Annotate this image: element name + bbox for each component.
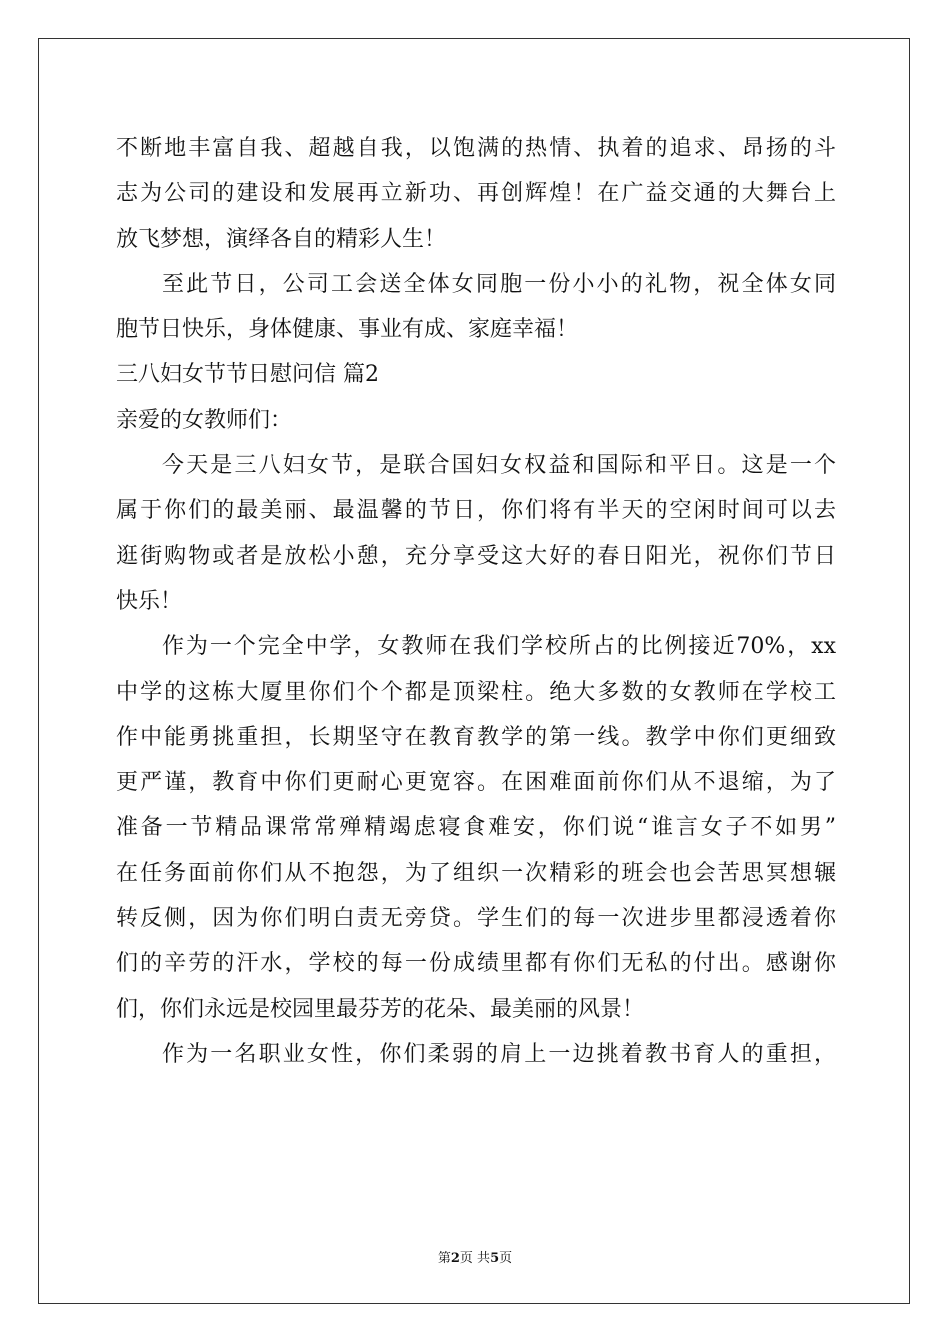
page-number-footer bbox=[0, 1247, 950, 1266]
text-line: 准备一节精品课常常殚精竭虑寝食难安，你们说“谁言女子不如男” bbox=[116, 815, 836, 841]
section-heading: 三八妇女节节日慰问信 篇2 bbox=[116, 362, 379, 388]
paragraph-start-line: 今天是三八妇女节，是联合国妇女权益和国际和平日。这是一个 bbox=[162, 453, 836, 479]
text-line: 们的辛劳的汗水，学校的每一份成绩里都有你们无私的付出。感谢你 bbox=[116, 951, 836, 977]
text-line: 更严谨，教育中你们更耐心更宽容。在困难面前你们从不退缩，为了 bbox=[116, 770, 836, 796]
text-line: 快乐！ bbox=[116, 588, 183, 614]
text-line: 放飞梦想，演绎各自的精彩人生！ bbox=[116, 226, 447, 252]
text-line: 不断地丰富自我、超越自我，以饱满的热情、执着的追求、昂扬的斗 bbox=[116, 136, 836, 161]
page-prefix: 第 bbox=[437, 1251, 451, 1266]
text-line: 逛街购物或者是放松小憩，充分享受这大好的春日阳光，祝你们节日 bbox=[116, 543, 836, 569]
text-line: 中学的这栋大厦里你们个个都是顶梁柱。绝大多数的女教师在学校工 bbox=[116, 679, 836, 705]
paragraph-start-line: 作为一名职业女性，你们柔弱的肩上一边挑着教书育人的重担， bbox=[162, 1041, 836, 1067]
text-line: 胞节日快乐，身体健康、事业有成、家庭幸福！ bbox=[116, 317, 579, 343]
salutation: 亲爱的女教师们： bbox=[116, 407, 293, 433]
page-suffix: 页 bbox=[499, 1251, 513, 1266]
text-line: 作中能勇挑重担，长期坚守在教育教学的第一线。教学中你们更细致 bbox=[116, 724, 836, 750]
paragraph-start-line: 作为一个完全中学，女教师在我们学校所占的比例接近70%，xx bbox=[162, 634, 836, 660]
text-line: 属于你们的最美丽、最温馨的节日，你们将有半天的空闲时间可以去 bbox=[116, 498, 836, 524]
paragraph-start-line: 至此节日，公司工会送全体女同胞一份小小的礼物，祝全体女同 bbox=[162, 271, 836, 297]
text-line: 转反侧，因为你们明白责无旁贷。学生们的每一次进步里都浸透着你 bbox=[116, 906, 836, 932]
current-page-number: 2 bbox=[450, 1251, 460, 1266]
document-body bbox=[116, 126, 836, 1077]
text-line: 在任务面前你们从不抱怨，为了组织一次精彩的班会也会苦思冥想辗 bbox=[116, 860, 836, 886]
text-line: 志为公司的建设和发展再立新功、再创辉煌！在广益交通的大舞台上 bbox=[116, 181, 836, 207]
page-middle: 页 共 bbox=[459, 1251, 491, 1266]
text-line: 们，你们永远是校园里最芬芳的花朵、最美丽的风景！ bbox=[116, 996, 645, 1022]
total-page-number: 5 bbox=[490, 1251, 500, 1266]
